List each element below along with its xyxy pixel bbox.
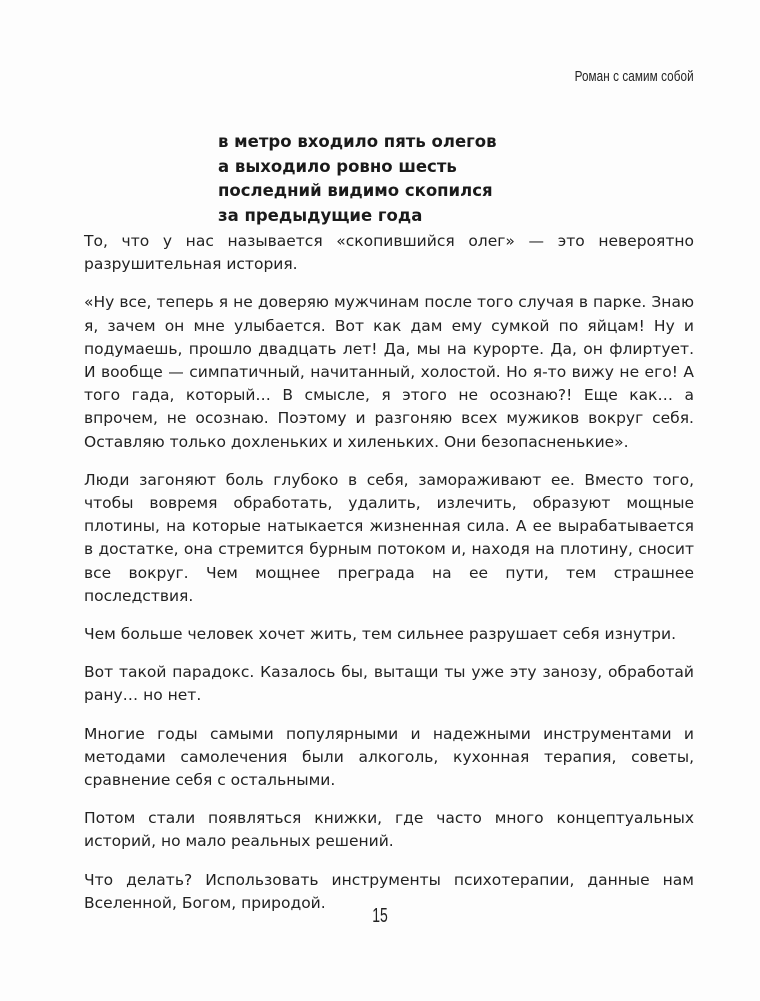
poem-block	[218, 130, 497, 228]
running-header-title: Роман с самим собой	[574, 68, 694, 85]
poem-line: а выходило ровно шесть	[218, 156, 457, 176]
paragraph: Что делать? Использовать инструменты психотерапии, данные нам Вселенной, Богом, природой.	[84, 870, 694, 912]
paragraph: Потом стали появляться книжки, где часто много концептуальных историй, но мало реальных решений.	[84, 809, 694, 851]
paragraph: Люди загоняют боль глубоко в себя, замораживают ее. Вместо того, чтобы вовремя обработать, удалить, излечить, образуют мощные плотины, на которые натыкается жизненная сила. А ее вырабатывается в достатке, она стремится бурным потоком и, находя на плотину, сносит все вокруг. Чем мощнее преграда на ее пути, тем страшнее последствия.	[84, 470, 694, 605]
poem-line: за предыдущие года	[218, 205, 423, 225]
paragraph: Вот такой парадокс. Казалось бы, вытащи ты уже эту занозу, обработай рану… но нет.	[84, 663, 694, 705]
paragraph: То, что у нас называется «скопившийся олег» — это невероятно разрушительная история.	[84, 232, 694, 274]
poem-line: последний видимо скопился	[218, 181, 493, 200]
page-number: 15	[372, 905, 388, 927]
paragraph: Чем больше человек хочет жить, тем сильнее разрушает себя изнутри.	[84, 625, 676, 644]
body-text	[84, 230, 694, 930]
poem-line: в метро входило пять олегов	[218, 132, 497, 151]
paragraph: Многие годы самыми популярными и надежными инструментами и методами самолечения были алкоголь, кухонная терапия, советы, сравнение себя с остальными.	[84, 724, 694, 790]
paragraph: «Ну все, теперь я не доверяю мужчинам после того случая в парке. Знаю я, зачем он мне улыбается. Вот как дам ему сумкой по яйцам! Ну и подумаешь, прошло двадцать лет! Да, мы на курорте. Да, он флиртует. И вообще — симпатичный, начитанный, холостой. Но я-то вижу не его! А того гада, который… В смысле, я этого не осознаю?! Еще как… а впрочем, не осознаю. Поэтому и разгоняю всех мужиков вокруг себя. Оставляю только дохленьких и хиленьких. Они безопасненькие».	[84, 293, 694, 451]
